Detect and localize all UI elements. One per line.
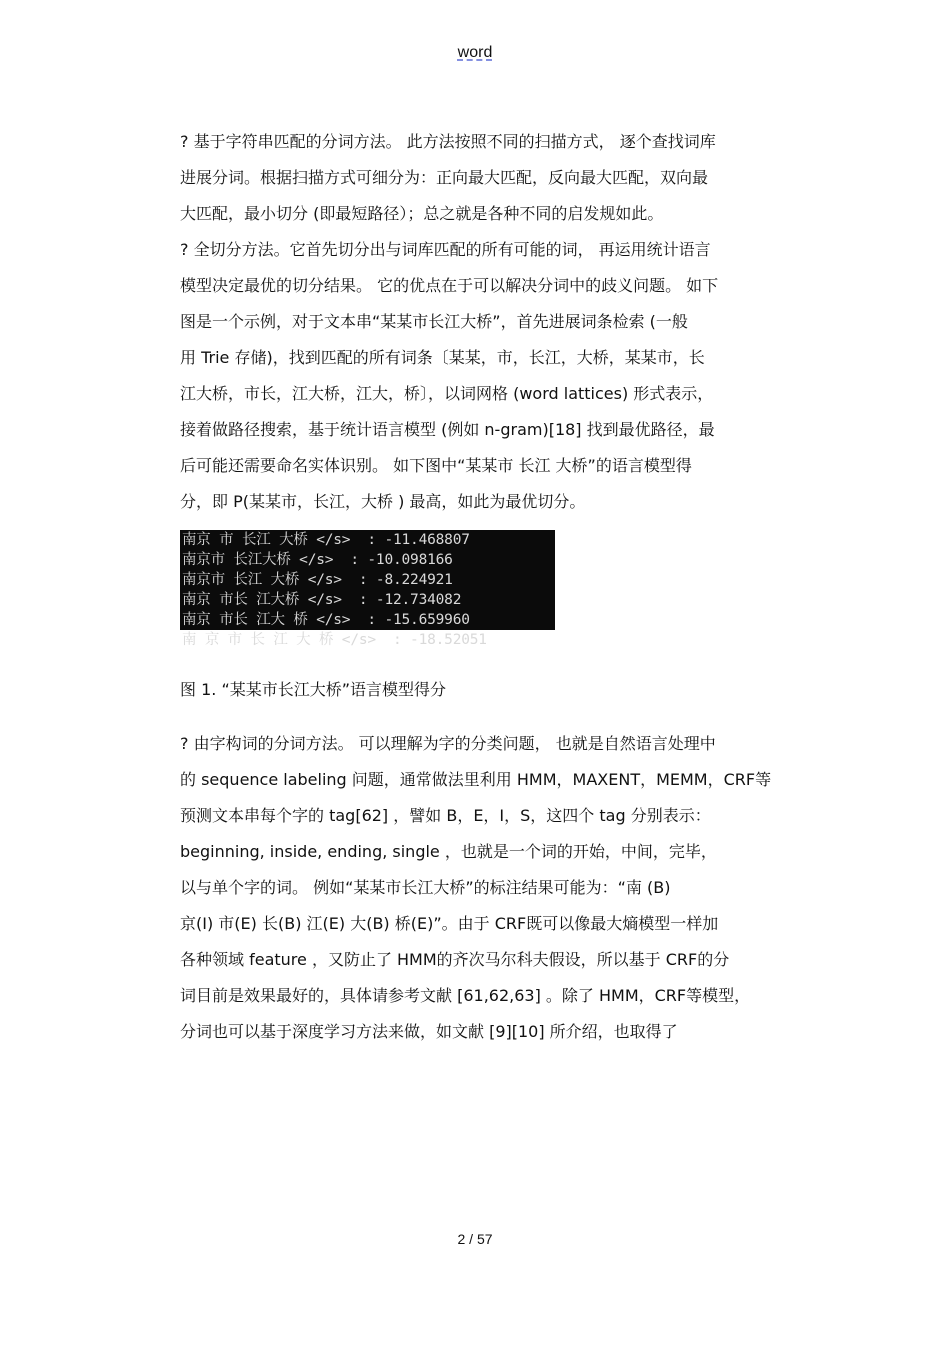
text-line: 以与单个字的词。 例如“某某市长江大桥”的标注结果可能为：“南 (B) (180, 878, 671, 897)
text-line: 分词也可以基于深度学习方法来做，如文献 [9][10] 所介绍，也取得了 (180, 1022, 678, 1041)
text-line: 词目前是效果最好的，具体请参考文献 [61,62,63] 。除了 HMM，CRF等模型， (180, 986, 751, 1005)
text-line: 江大桥，市长，江大桥，江大，桥〕，以词网格 (word lattices) 形式表示， (180, 384, 714, 403)
text-line: 进展分词。根据扫描方式可细分为：正向最大匹配，反向最大匹配，双向最 (180, 168, 709, 187)
terminal-line: 南京市 长江大桥 </s> : -10.098166 (182, 552, 453, 568)
text-line: ? 全切分方法。它首先切分出与词库匹配的所有可能的词， 再运用统计语言 (180, 240, 711, 259)
page-number: 2 / 57 (457, 1231, 493, 1247)
text-line: 接着做路径搜索，基于统计语言模型 (例如 n-gram)[18] 找到最优路径，最 (180, 420, 715, 439)
paragraph-character-tagging (180, 730, 810, 1054)
text-line: 预测文本串每个字的 tag[62] ，譬如 B，E，I，S，这四个 tag 分别表示： (180, 806, 711, 825)
text-line: ? 由字构词的分词方法。 可以理解为字的分类问题， 也就是自然语言处理中 (180, 734, 716, 753)
text-line: 后可能还需要命名实体识别。 如下图中“某某市 长江 大桥”的语言模型得 (180, 456, 692, 475)
document-body (180, 128, 810, 1054)
terminal-line: 南京 市长 江大 桥 </s> : -15.659960 (182, 612, 470, 628)
text-line: 大匹配，最小切分 (即最短路径）；总之就是各种不同的启发规如此。 (180, 204, 664, 223)
text-line: ? 基于字符串匹配的分词方法。 此方法按照不同的扫描方式， 逐个查找词库 (180, 132, 716, 151)
terminal-line: 南 京 市 长 江 大 桥 </s> : -18.52051 (182, 632, 487, 648)
terminal-line: 南京市 长江 大桥 </s> : -8.224921 (182, 572, 453, 588)
text-line: 京(I) 市(E) 长(B) 江(E) 大(B) 桥(E)”。由于 CRF既可以像最大熵模型一样加 (180, 914, 719, 933)
text-line: 图是一个示例，对于文本串“某某市长江大桥”，首先进展词条检索 (一般 (180, 312, 688, 331)
terminal-screenshot (180, 530, 555, 648)
text-line: beginning, inside, ending, single ，也就是一个词的开始，中间，完毕， (180, 842, 717, 861)
terminal-line: 南京 市长 江大桥 </s> : -12.734082 (182, 592, 462, 608)
paragraph-full-segmentation (180, 236, 810, 524)
header-title: word (457, 44, 493, 61)
text-line: 用 Trie 存储)，找到匹配的所有词条〔某某，市，长江，大桥，某某市，长 (180, 348, 705, 367)
paragraph-string-matching (180, 128, 810, 236)
text-line: 各种领域 feature ，又防止了 HMM的齐次马尔科夫假设，所以基于 CRF的分 (180, 950, 730, 969)
figure-caption: 图 1. “某某市长江大桥”语言模型得分 (180, 680, 447, 699)
text-line: 的 sequence labeling 问题，通常做法里利用 HMM，MAXENT，MEMM，CRF等 (180, 770, 772, 789)
text-line: 分，即 P(某某市，长江，大桥 ) 最高，如此为最优切分。 (180, 492, 586, 511)
page-header (0, 44, 950, 62)
text-line: 模型决定最优的切分结果。 它的优点在于可以解决分词中的歧义问题。 如下 (180, 276, 719, 295)
terminal-line: 南京 市 长江 大桥 </s> : -11.468807 (182, 532, 470, 548)
